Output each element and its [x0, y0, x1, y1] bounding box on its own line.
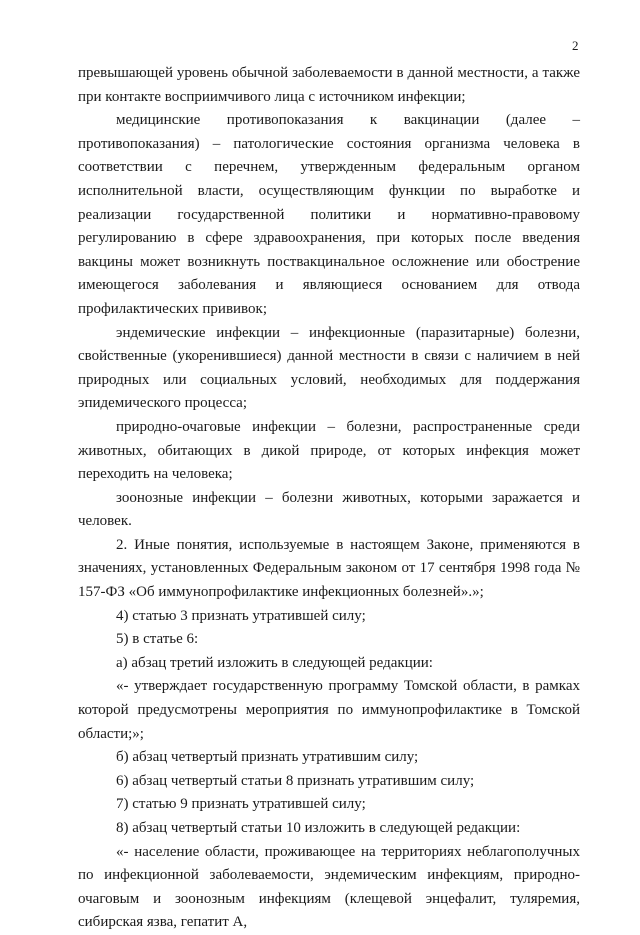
- paragraph: эндемические инфекции – инфекционные (паразитарные) болезни, свойственные (укоренившиеся) данной местности в связи с наличием в ней природных или социальных условий, необходимых для поддержания эпидемического процесса;: [78, 324, 580, 412]
- paragraph: 4) статью 3 признать утратившей силу;: [116, 607, 366, 624]
- paragraph: а) абзац третий изложить в следующей редакции:: [116, 654, 433, 671]
- paragraph: «- утверждает государственную программу Томской области, в рамках которой предусмотрены мероприятия по иммунопрофилактике в Томской области;»;: [78, 678, 580, 742]
- paragraph: 2. Иные понятия, используемые в настоящем Законе, применяются в значениях, установленных Федеральным законом от 17 сентября 1998 года № 157-ФЗ «Об иммунопрофилактике инфекционных болезней».»;: [78, 536, 580, 601]
- paragraph: природно-очаговые инфекции – болезни, распространенные среди животных, обитающих в дикой природе, от которых инфекция может переходить на человека;: [78, 418, 580, 483]
- paragraph: б) абзац четвертый признать утратившим силу;: [116, 749, 419, 766]
- paragraph: превышающей уровень обычной заболеваемости в данной местности, а также при контакте восприимчивого лица с источником инфекции;: [78, 65, 580, 105]
- page-number: 2: [572, 38, 579, 53]
- paragraph: 7) статью 9 признать утратившей силу;: [116, 796, 366, 813]
- paragraph: 6) абзац четвертый статьи 8 признать утратившим силу;: [116, 772, 475, 789]
- paragraph: зоонозные инфекции – болезни животных, которыми заражается и человек.: [78, 489, 580, 530]
- paragraph: «- население области, проживающее на территориях неблагополучных по инфекционной заболеваемости, эндемическим инфекциям, природно-очаговым и зоонозным инфекциям (клещевой энцефалит, туляремия, сибирская язва, гепатит А,: [78, 843, 580, 931]
- paragraph: медицинские противопоказания к вакцинации (далее – противопоказания) – патологические состояния организма человека в соответствии с перечнем, утвержденным федеральным органом исполнительной власти, осуществляющим функции по выработке и реализации государственной политики и нормативно-правовому регулированию в сфере здравоохранения, при которых после введения вакцины может возникнуть поствакцинальное осложнение или обострение имеющегося заболевания и являющиеся основанием для отвода профилактических прививок;: [78, 112, 580, 317]
- document-body: [78, 62, 580, 935]
- paragraph: 5) в статье 6:: [116, 631, 199, 648]
- paragraph: 8) абзац четвертый статьи 10 изложить в следующей редакции:: [116, 820, 521, 836]
